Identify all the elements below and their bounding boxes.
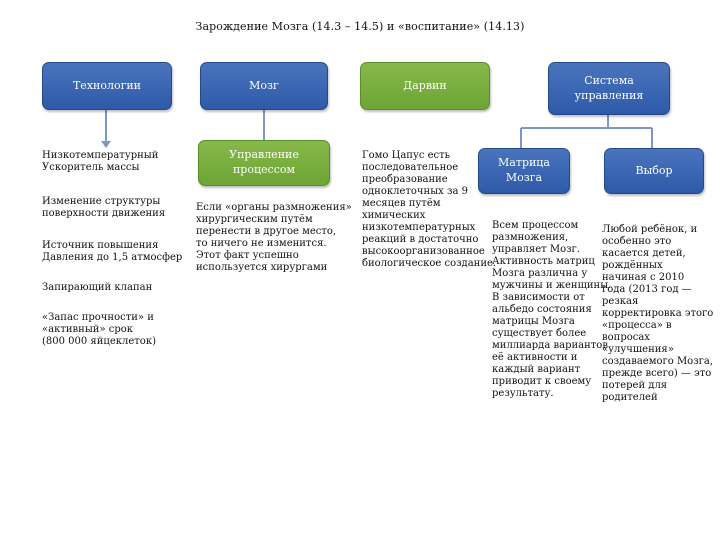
brain-text: Если «органы размножения» хирургическим путём перенести в другое место, то ничего не изменится. Этот факт успешно используется хирургами [196, 202, 352, 273]
tech-item: Запирающий клапан [42, 282, 153, 293]
system-box: Система управления [548, 62, 670, 115]
tech-item: Низкотемпературный Ускоритель массы [42, 150, 159, 173]
tech-arrow-head [101, 141, 111, 148]
brain-box: Мозг [200, 62, 328, 110]
process-box: Управление процессом [198, 140, 330, 186]
choice-box: Выбор [604, 148, 704, 194]
darwin-box: Дарвин [360, 62, 490, 110]
diagram-title: Зарождение Мозга (14.3 – 14.5) и «воспитание» (14.13) [195, 20, 525, 33]
matrix-box: Матрица Мозга [478, 148, 570, 194]
choice-text: Любой ребёнок, и особенно это касается детей, рождённых начиная с 2010 года (2013 год — резкая корректировка этого «процесса» в вопросах «улучшения» создаваемого Мозга, прежде всего) — это потерей для родителей [602, 224, 714, 403]
tech-box: Технологии [42, 62, 172, 110]
matrix-text: Всем процессом размножения, управляет Мозг. Активность матриц Мозга различна у мужчины и женщины. В зависимости от альбедо состояния матрицы Мозга существует более миллиарда вариантов её активности и каждый вариант приводит к своему результату. [492, 220, 612, 399]
darwin-text: Гомо Цапус есть последовательное преобразование одноклеточных за 9 месяцев путём химических низкотемпературных реакций в достаточно высокоорганизованное биологическое создание. [362, 150, 497, 269]
tech-item: «Запас прочности» и «активный» срок (800 000 яйцеклеток) [42, 312, 156, 347]
tech-item: Источник повышения Давления до 1,5 атмосфер [42, 240, 183, 263]
tech-item: Изменение структуры поверхности движения [42, 196, 166, 219]
